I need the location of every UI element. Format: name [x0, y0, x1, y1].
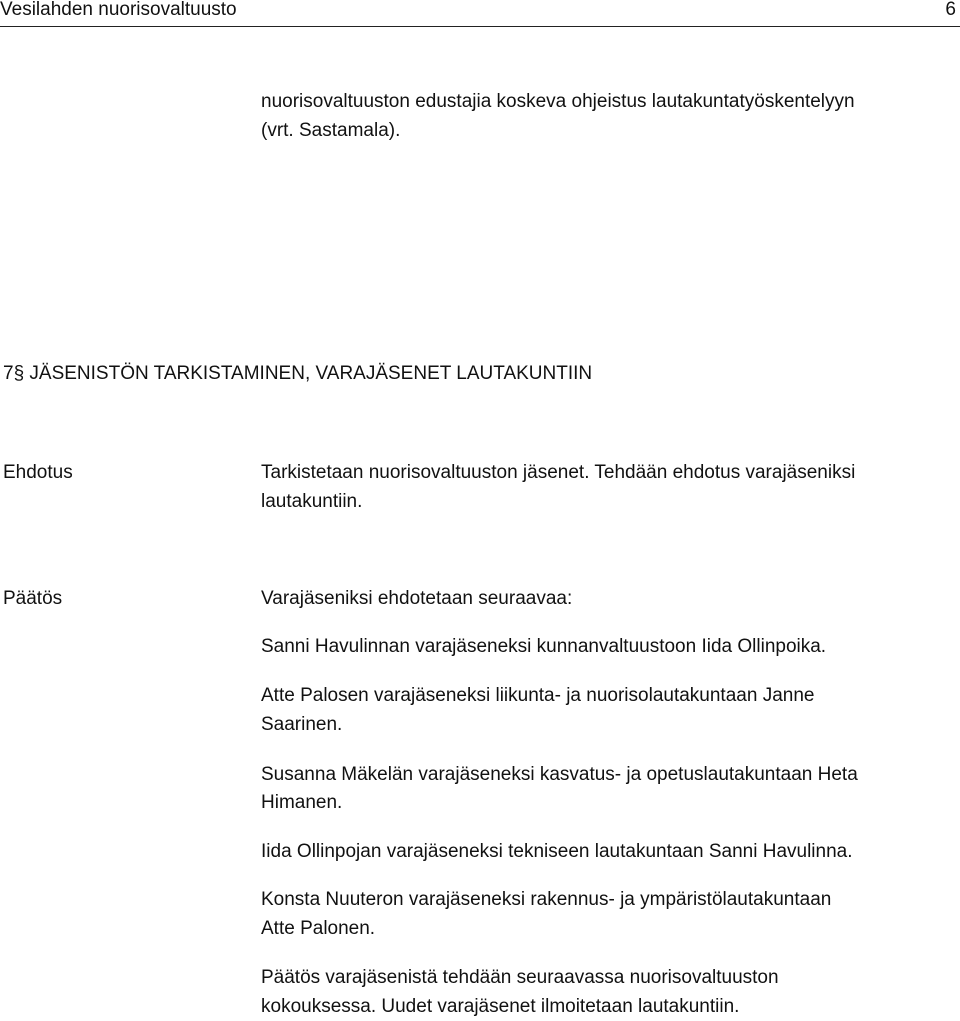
decision-item-5-line-1: Konsta Nuuteron varajäseneksi rakennus- ja ympäristölautakuntaan — [261, 889, 832, 910]
page-number: 6 — [945, 0, 956, 20]
decision-item-2-line-1: Atte Palosen varajäseneksi liikunta- ja nuorisolautakuntaan Janne — [261, 685, 815, 706]
decision-label: Päätös — [3, 588, 63, 609]
intro-line-2: (vrt. Sastamala). — [261, 120, 401, 141]
section-heading: 7§ JÄSENISTÖN TARKISTAMINEN, VARAJÄSENET LAUTAKUNTIIN — [3, 363, 593, 384]
decision-item-2-line-2: Saarinen. — [261, 714, 343, 735]
header-divider — [0, 26, 960, 27]
decision-closing-line-2: kokouksessa. Uudet varajäsenet ilmoitetaan lautakuntiin. — [261, 996, 740, 1017]
decision-intro: Varajäseniksi ehdotetaan seuraavaa: — [261, 588, 573, 609]
decision-item-5-line-2: Atte Palonen. — [261, 918, 376, 939]
proposal-label: Ehdotus — [3, 462, 73, 483]
proposal-line-1: Tarkistetaan nuorisovaltuuston jäsenet. Tehdään ehdotus varajäseniksi — [261, 462, 856, 483]
proposal-line-2: lautakuntiin. — [261, 491, 363, 512]
decision-item-1: Sanni Havulinnan varajäseneksi kunnanvaltuustoon Iida Ollinpoika. — [261, 636, 827, 657]
decision-item-3-line-2: Himanen. — [261, 792, 343, 813]
decision-closing-line-1: Päätös varajäsenistä tehdään seuraavassa nuorisovaltuuston — [261, 967, 779, 988]
decision-item-3-line-1: Susanna Mäkelän varajäseneksi kasvatus- ja opetuslautakuntaan Heta — [261, 764, 858, 785]
header-title: Vesilahden nuorisovaltuusto — [0, 0, 237, 20]
decision-item-4: Iida Ollinpojan varajäseneksi tekniseen lautakuntaan Sanni Havulinna. — [261, 841, 853, 862]
intro-line-1: nuorisovaltuuston edustajia koskeva ohjeistus lautakuntatyöskentelyyn — [261, 91, 855, 112]
